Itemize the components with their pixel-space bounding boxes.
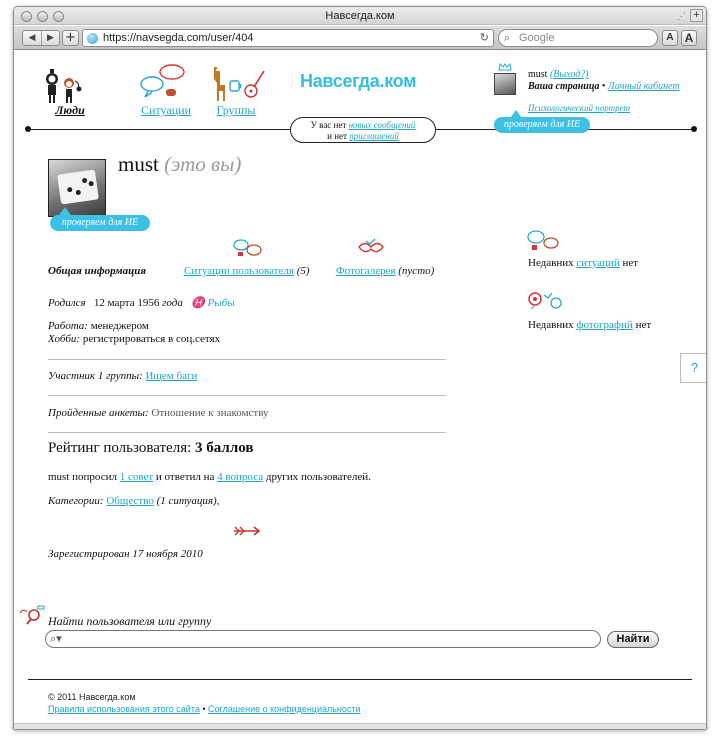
user-corner-info: [528, 69, 707, 93]
recent-photos-line: Недавних фотографий нет: [528, 319, 652, 331]
section-divider: [48, 395, 446, 396]
browser-search-field[interactable]: [498, 29, 658, 47]
privacy-link[interactable]: Соглашение о конфиденциальности: [208, 704, 361, 714]
profile-avatar: [48, 159, 106, 217]
window-title: Навсегда.ком: [325, 10, 395, 22]
surveys-line: Пройденные анкеты: Отношение к знакомству: [48, 407, 269, 419]
search-placeholder: Google: [519, 32, 555, 44]
profile-name: must: [118, 152, 159, 176]
site-globe-icon: [87, 33, 98, 44]
advice-link[interactable]: 1 совет: [119, 471, 154, 483]
user-search-input[interactable]: [45, 630, 601, 648]
copyright: © 2011 Навсегда.ком: [48, 692, 136, 702]
recent-photos-icon: [526, 289, 564, 313]
category-link[interactable]: Общество: [106, 495, 154, 507]
groups-line: Участник 1 группы: Ищем баги: [48, 370, 198, 382]
text-bigger-button[interactable]: A: [681, 30, 697, 46]
cabinet-link[interactable]: Личный кабинет: [607, 81, 680, 92]
tab-user-situations[interactable]: Ситуации пользователя (5): [184, 265, 310, 277]
search-icon: ⌕▾: [50, 632, 62, 645]
situations-tab-icon: [232, 237, 264, 259]
born-date: 12 марта 1956: [93, 297, 160, 309]
avatar-dice-card: [57, 170, 99, 205]
profile-self-note: (это вы): [164, 152, 242, 176]
recent-situations-link[interactable]: ситуаций: [576, 257, 620, 269]
ie-badge-top: проверяем для ИЕ: [494, 117, 590, 133]
resize-icon: ⋰: [677, 11, 686, 21]
recent-situations-icon: [526, 229, 560, 253]
text-smaller-button[interactable]: A: [662, 30, 678, 46]
help-button[interactable]: ?: [680, 353, 707, 383]
rating-detail-line: must попросил 1 совет и ответил на 4 вопроса других пользователей.: [48, 471, 371, 483]
search-icon: ⌕: [504, 31, 511, 44]
giraffe-guitar-icon: [208, 63, 268, 103]
terms-link[interactable]: Правила использования этого сайта: [48, 704, 200, 714]
group-link[interactable]: Ищем баги: [145, 370, 198, 382]
footer-bullet: •: [202, 704, 206, 714]
nav-people[interactable]: Люди: [55, 103, 85, 117]
profile-name-line: [118, 152, 241, 177]
questions-link[interactable]: 4 вопроса: [217, 471, 264, 483]
section-divider: [48, 432, 446, 433]
speech-bubbles-icon: [136, 63, 188, 101]
nav-situations[interactable]: Ситуации: [141, 103, 191, 117]
messages-pill: [290, 117, 436, 143]
user-avatar-small[interactable]: [494, 73, 516, 95]
horizontal-scrollbar[interactable]: [14, 723, 706, 729]
find-button[interactable]: Найти: [607, 631, 659, 648]
messages-prefix: У вас нет: [310, 120, 347, 130]
footer: [48, 691, 361, 715]
born-year-word: года: [162, 297, 183, 309]
back-button[interactable]: ◀: [28, 33, 36, 43]
search-title: Найти пользователя или группу: [48, 614, 212, 628]
browser-window: [13, 6, 707, 730]
tab-photo-gallery[interactable]: Фотогалерея (пусто): [336, 265, 435, 277]
corner-bullet: •: [601, 81, 608, 92]
url-text: https://navsegda.com/user/404: [103, 32, 254, 44]
categories-line: Категории: Общество (1 ситуация),: [48, 495, 220, 507]
site-logo[interactable]: Навсегда.ком: [300, 71, 417, 91]
photo-gallery-tab-icon: [356, 237, 386, 259]
psych-portrait-link[interactable]: Психологический портрет: [528, 103, 630, 113]
recent-photos-link[interactable]: фотографий: [576, 319, 633, 331]
zodiac-link[interactable]: ♓ Рыбы: [191, 297, 235, 309]
forward-button[interactable]: ▶: [41, 31, 59, 45]
browser-toolbar: [14, 26, 706, 50]
registered-line: Зарегистрирован 17 ноября 2010: [48, 548, 203, 560]
hobby-line: Хобби: регистрироваться в соц.сетях: [48, 333, 221, 345]
logout-link[interactable]: (Выход?): [549, 69, 589, 80]
tab-general-info[interactable]: Общая информация: [48, 265, 147, 277]
rating-title: Рейтинг пользователя: 3 баллов: [48, 440, 254, 456]
my-page-label: Ваша страница: [528, 81, 600, 92]
address-bar[interactable]: [82, 29, 494, 47]
ie-badge-tail-profile: [59, 207, 71, 215]
corner-username: must: [528, 69, 548, 80]
people-icon: [42, 65, 84, 105]
reload-icon[interactable]: ↻: [479, 31, 489, 44]
nav-groups[interactable]: Группы: [216, 103, 256, 117]
work-line: Работа: менеджером: [48, 320, 149, 332]
invites-link[interactable]: приглашений: [349, 131, 399, 141]
title-bar: [14, 7, 706, 25]
new-messages-link[interactable]: новых сообщений: [348, 120, 416, 130]
invites-prefix: и нет: [327, 131, 347, 141]
page-content: [14, 51, 706, 729]
born-label: Родился: [48, 297, 86, 309]
born-line: [48, 296, 235, 309]
arrow-ornament-icon: [232, 523, 262, 533]
recent-situations-line: Недавних ситуаций нет: [528, 257, 639, 269]
search-magnifier-icon: [18, 603, 48, 627]
ie-badge-profile: проверяем для ИЕ: [50, 215, 150, 231]
rating-value: 3 баллов: [195, 440, 254, 456]
history-buttons: [22, 30, 60, 46]
divider-dot-right: [691, 126, 697, 132]
new-tab-button[interactable]: +: [690, 9, 703, 22]
footer-divider: [28, 679, 692, 680]
crown-icon: [498, 63, 512, 71]
section-divider: [48, 359, 446, 360]
add-bookmark-button[interactable]: +: [62, 30, 79, 46]
